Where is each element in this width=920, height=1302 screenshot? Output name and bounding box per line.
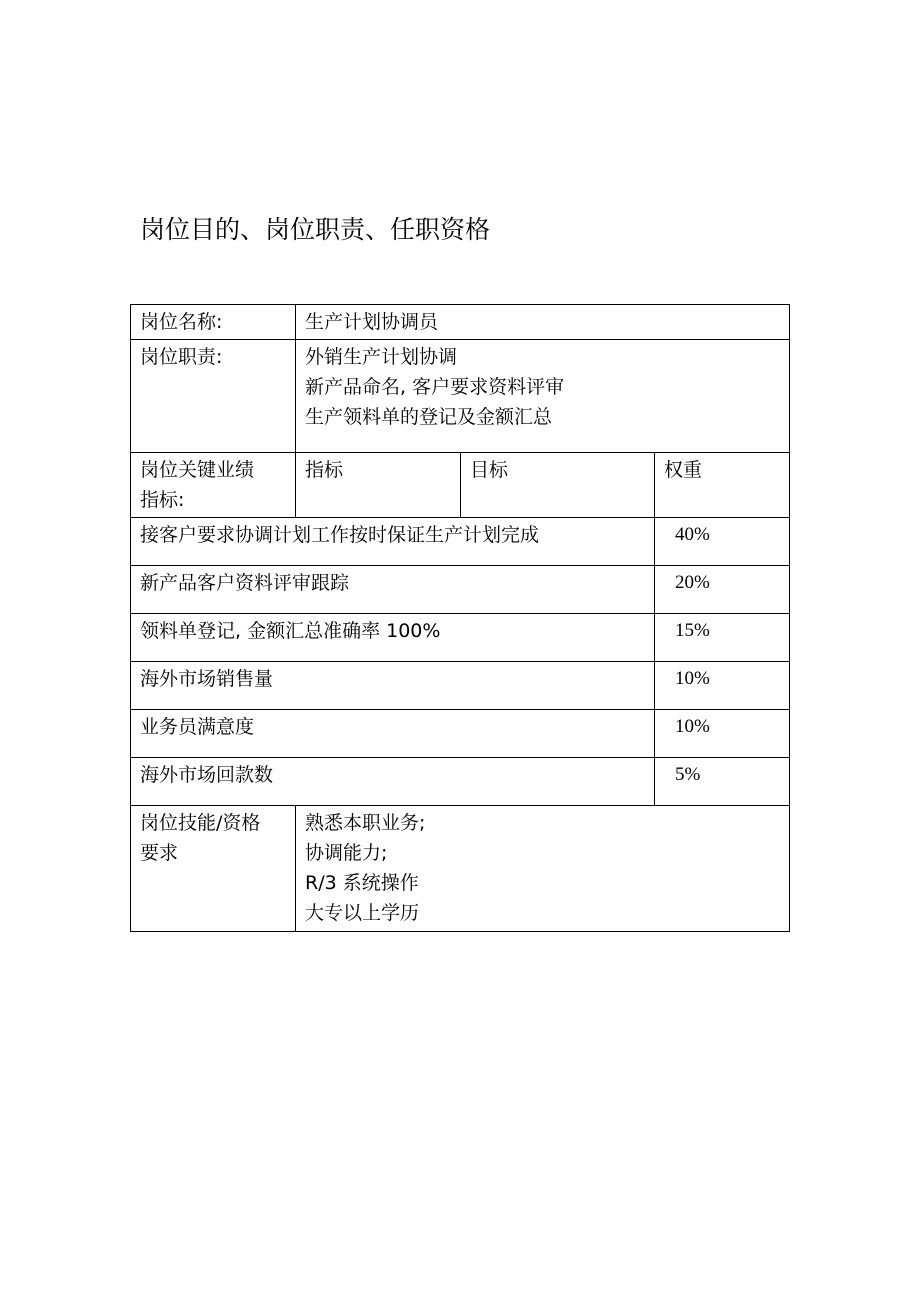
kpi-name: 海外市场回款数 — [131, 758, 655, 806]
kpi-weight: 15% — [655, 614, 790, 662]
kpi-name: 业务员满意度 — [131, 710, 655, 758]
page-title: 岗位目的、岗位职责、任职资格 — [140, 215, 491, 244]
kpi-row — [131, 710, 790, 758]
kpi-row — [131, 518, 790, 566]
kpi-label-line: 指标: — [140, 489, 185, 511]
kpi-weight: 20% — [655, 566, 790, 614]
job-description-table — [130, 304, 790, 932]
skill-item: 协调能力; — [305, 842, 388, 864]
skills-label — [131, 806, 296, 932]
kpi-row — [131, 662, 790, 710]
kpi-header-weight: 权重 — [655, 453, 790, 518]
kpi-row — [131, 614, 790, 662]
kpi-name: 接客户要求协调计划工作按时保证生产计划完成 — [131, 518, 655, 566]
skills-row — [131, 806, 790, 932]
skill-item: R/3 系统操作 — [305, 872, 419, 894]
duties-row — [131, 340, 790, 453]
kpi-name: 领料单登记, 金额汇总准确率 100% — [131, 614, 655, 662]
skills-label-line: 要求 — [140, 842, 179, 864]
kpi-label — [131, 453, 296, 518]
skills-label-line: 岗位技能/资格 — [140, 812, 261, 834]
kpi-header-target: 目标 — [461, 453, 655, 518]
duties-label: 岗位职责: — [131, 340, 296, 453]
duty-item: 外销生产计划协调 — [305, 346, 458, 368]
job-title-label: 岗位名称: — [131, 305, 296, 340]
kpi-name: 新产品客户资料评审跟踪 — [131, 566, 655, 614]
job-title-value: 生产计划协调员 — [296, 305, 790, 340]
duty-item: 新产品命名, 客户要求资料评审 — [305, 376, 565, 398]
kpi-row — [131, 566, 790, 614]
kpi-row — [131, 758, 790, 806]
skill-item: 大专以上学历 — [305, 902, 420, 924]
job-title-row — [131, 305, 790, 340]
kpi-label-line: 岗位关键业绩 — [140, 459, 255, 481]
kpi-header-row — [131, 453, 790, 518]
kpi-weight: 5% — [655, 758, 790, 806]
kpi-weight: 10% — [655, 710, 790, 758]
duties-list — [296, 340, 790, 453]
kpi-weight: 40% — [655, 518, 790, 566]
skills-list — [296, 806, 790, 932]
duty-item: 生产领料单的登记及金额汇总 — [305, 406, 553, 428]
kpi-header-indicator: 指标 — [296, 453, 461, 518]
kpi-weight: 10% — [655, 662, 790, 710]
skill-item: 熟悉本职业务; — [305, 812, 426, 834]
kpi-name: 海外市场销售量 — [131, 662, 655, 710]
